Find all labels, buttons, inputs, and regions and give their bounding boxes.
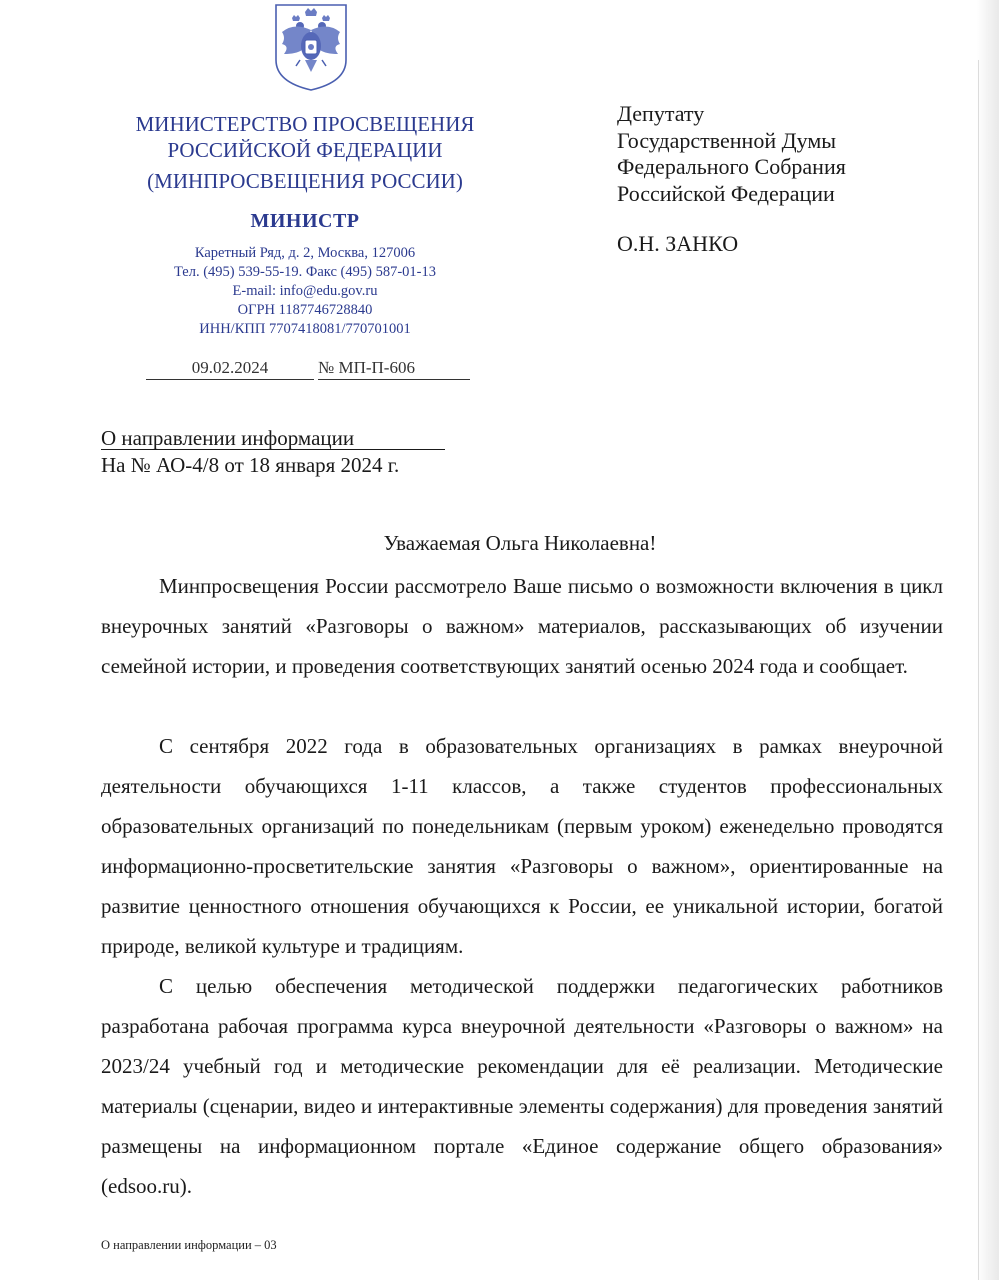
ministry-name-line2: РОССИЙСКОЙ ФЕДЕРАЦИИ <box>167 138 443 162</box>
registration-date: 09.02.2024 <box>146 358 314 380</box>
body-paragraph: Минпросвещения России рассмотрело Ваше письмо о возможности включения в цикл внеурочных занятий «Разговоры о важном» материалов, рассказывающих об изучении семейной истории, и проведения соответствующих занятий осенью 2024 года и сообщает. <box>101 574 943 678</box>
body-paragraph: С сентября 2022 года в образовательных организациях в рамках внеурочной деятельности обучающихся 1-11 классов, а также студентов профессиональных образовательных организаций по понедельникам (первым уроком) еженедельно проводятся информационно-просветительские занятия «Разговоры о важном», ориентированные на развитие ценностного отношения обучающихся к России, ее уникальной истории, богатой природе, великой культуре и традициям. <box>101 734 943 958</box>
addressee-name: О.Н. ЗАНКО <box>617 231 739 256</box>
registration-number: № МП-П-606 <box>318 358 470 380</box>
page-edge-line <box>978 60 979 1280</box>
ministry-name-line1: МИНИСТЕРСТВО ПРОСВЕЩЕНИЯ <box>135 112 475 136</box>
body-paragraph: С целью обеспечения методической поддержки педагогических работников разработана рабочая программа курса внеурочной деятельности «Разговоры о важном» на 2023/24 учебный год и методические рекомендации для её реализации. Методические материалы (сценарии, видео и интерактивные элементы содержания) для проведения занятий размещены на информационном портале «Единое содержание общего образования» (edsoo.ru). <box>101 974 943 1198</box>
addressee-line: Депутату <box>617 101 705 126</box>
letter-subject <box>101 425 445 479</box>
addressee-line: Федерального Собрания <box>617 154 846 179</box>
minister-title: МИНИСТР <box>250 210 360 232</box>
ministry-inn-kpp: ИНН/КПП 7707418081/770701001 <box>199 321 411 337</box>
addressee-line: Государственной Думы <box>617 127 837 153</box>
subject-title: О направлении информации <box>101 427 445 450</box>
greeting: Уважаемая Ольга Николаевна! <box>383 531 657 555</box>
subject-reference: На № АО-4/8 от 18 января 2024 г. <box>101 453 400 477</box>
ministry-phone-fax: Тел. (495) 539-55-19. Факс (495) 587-01-13 <box>174 264 436 280</box>
ministry-address: Каретный Ряд, д. 2, Москва, 127006 <box>194 245 416 261</box>
ministry-short-name: (МИНПРОСВЕЩЕНИЯ РОССИИ) <box>147 169 463 193</box>
ministry-email: E-mail: info@edu.gov.ru <box>232 283 378 299</box>
page-edge-shadow <box>977 0 999 1280</box>
addressee-block <box>617 101 846 207</box>
addressee-line: Российской Федерации <box>617 180 835 206</box>
coat-of-arms-icon <box>272 2 350 92</box>
page-footer: О направлении информации – 03 <box>101 1238 277 1252</box>
ministry-ogrn: ОГРН 1187746728840 <box>237 302 373 318</box>
